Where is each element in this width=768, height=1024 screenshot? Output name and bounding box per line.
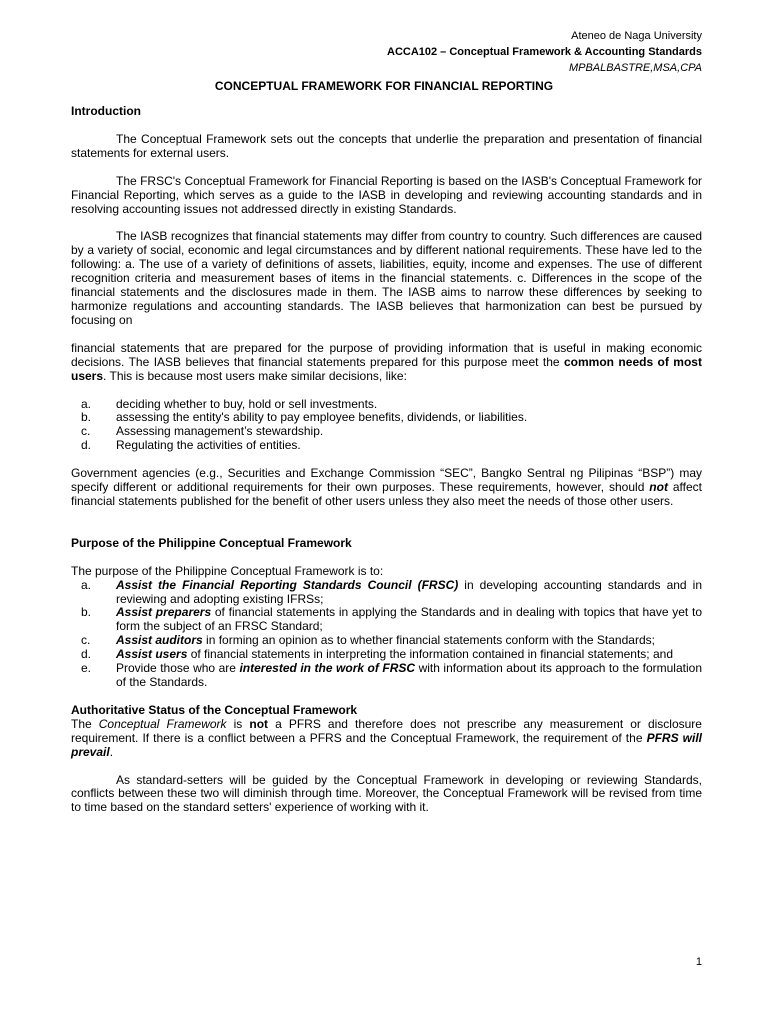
list-item: e. Provide those who are interested in the work of FRSC with information about its approach to the formulation of the Standards. [81,661,702,689]
header-author: MPBALBASTRE,MSA,CPA [568,62,702,74]
list-item: c. Assessing management’s stewardship. [81,424,324,439]
list-item: b. Assist preparers of financial statements in applying the Standards and in dealing with topics that have yet to form the subject of an FRSC Standard; [81,605,703,634]
list-item: d. Assist users of financial statements in interpreting the information contained in financial statements; and [81,647,673,662]
list-item: b. assessing the entity's ability to pay employee benefits, dividends, or liabilities. [81,410,528,425]
introduction-heading: Introduction [71,104,141,118]
common-needs-emphasis: common needs of most users [71,354,702,383]
intro-paragraph-2: The FRSC's Conceptual Framework for Financial Reporting is based on the IASB's Conceptual Framework for Financial Reporting, which serves as a guide to the IASB in developing and reviewing accounting standards and in resolving accounting issues not addressed directly in existing Standards. [71,173,702,216]
purpose-heading: Purpose of the Philippine Conceptual Framework [71,535,352,550]
user-decisions-list [71,398,702,454]
list-item: d. Regulating the activities of entities. [81,438,301,453]
purpose-lead: The purpose of the Philippine Conceptual Framework is to: [71,563,384,578]
intro-paragraph-3: The IASB recognizes that financial statements may differ from country to country. Such differences are caused by a variety of social, economic and legal circumstances and by different national requirements. These have led to the following: a. The use of a variety of definitions of assets, liabilities, equity, income and expenses. The use of different recognition criteria and measurement bases of items in the financial statements. c. Differences in the scope of the financial statements and the disclosures made in them. The IASB aims to narrow these differences by seeking to harmonize regulations and accounting standards. The IASB believes that harmonization can best be pursued by focusing on [71,229,702,327]
authoritative-heading: Authoritative Status of the Conceptual Framework [71,702,358,717]
document-title: CONCEPTUAL FRAMEWORK FOR FINANCIAL REPORTING [214,79,554,93]
list-item: a. deciding whether to buy, hold or sell investments. [81,396,378,411]
header-university: Ateneo de Naga University [571,30,702,42]
list-item: c. Assist auditors in forming an opinion as to whether financial statements conform with the Standards; [81,633,655,648]
government-agencies-paragraph: Government agencies (e.g., Securities and Exchange Commission “SEC”, Bangko Sentral ng Pilipinas “BSP”) may specify different or additional requirements for their own purposes. These requirements, however, should not affect financial statements published for the benefit of other users unless they also meet the needs of those other users. [71,466,702,508]
purpose-list [71,579,702,690]
not-emphasis: not [649,480,668,495]
intro-paragraph-4: financial statements that are prepared for the purpose of providing information that is useful in making economic decisions. The IASB believes that financial statements prepared for this purpose meet the common needs of most users. This is because most users make similar decisions, like: [71,340,702,383]
page-number: 1 [695,956,702,968]
authoritative-paragraph-1: The Conceptual Framework is not a PFRS and therefore does not prescribe any measurement or disclosure requirement. If there is a conflict between a PFRS and the Conceptual Framework, the requirement of the PFRS will prevail. [71,716,702,759]
header-course: ACCA102 – Conceptual Framework & Accounting Standards [387,46,702,58]
document-body [71,105,702,815]
authoritative-paragraph-2: As standard-setters will be guided by the Conceptual Framework in developing or reviewing Standards, conflicts between these two will diminish through time. Moreover, the Conceptual Framework will be revised from time to time based on the standard setters' experience of working with it. [71,772,702,815]
list-item: a. Assist the Financial Reporting Standards Council (FRSC) in developing accounting standards and in reviewing and adopting existing IFRSs; [81,577,702,606]
intro-paragraph-1: The Conceptual Framework sets out the concepts that underlie the preparation and presentation of financial statements for external users. [71,131,702,160]
